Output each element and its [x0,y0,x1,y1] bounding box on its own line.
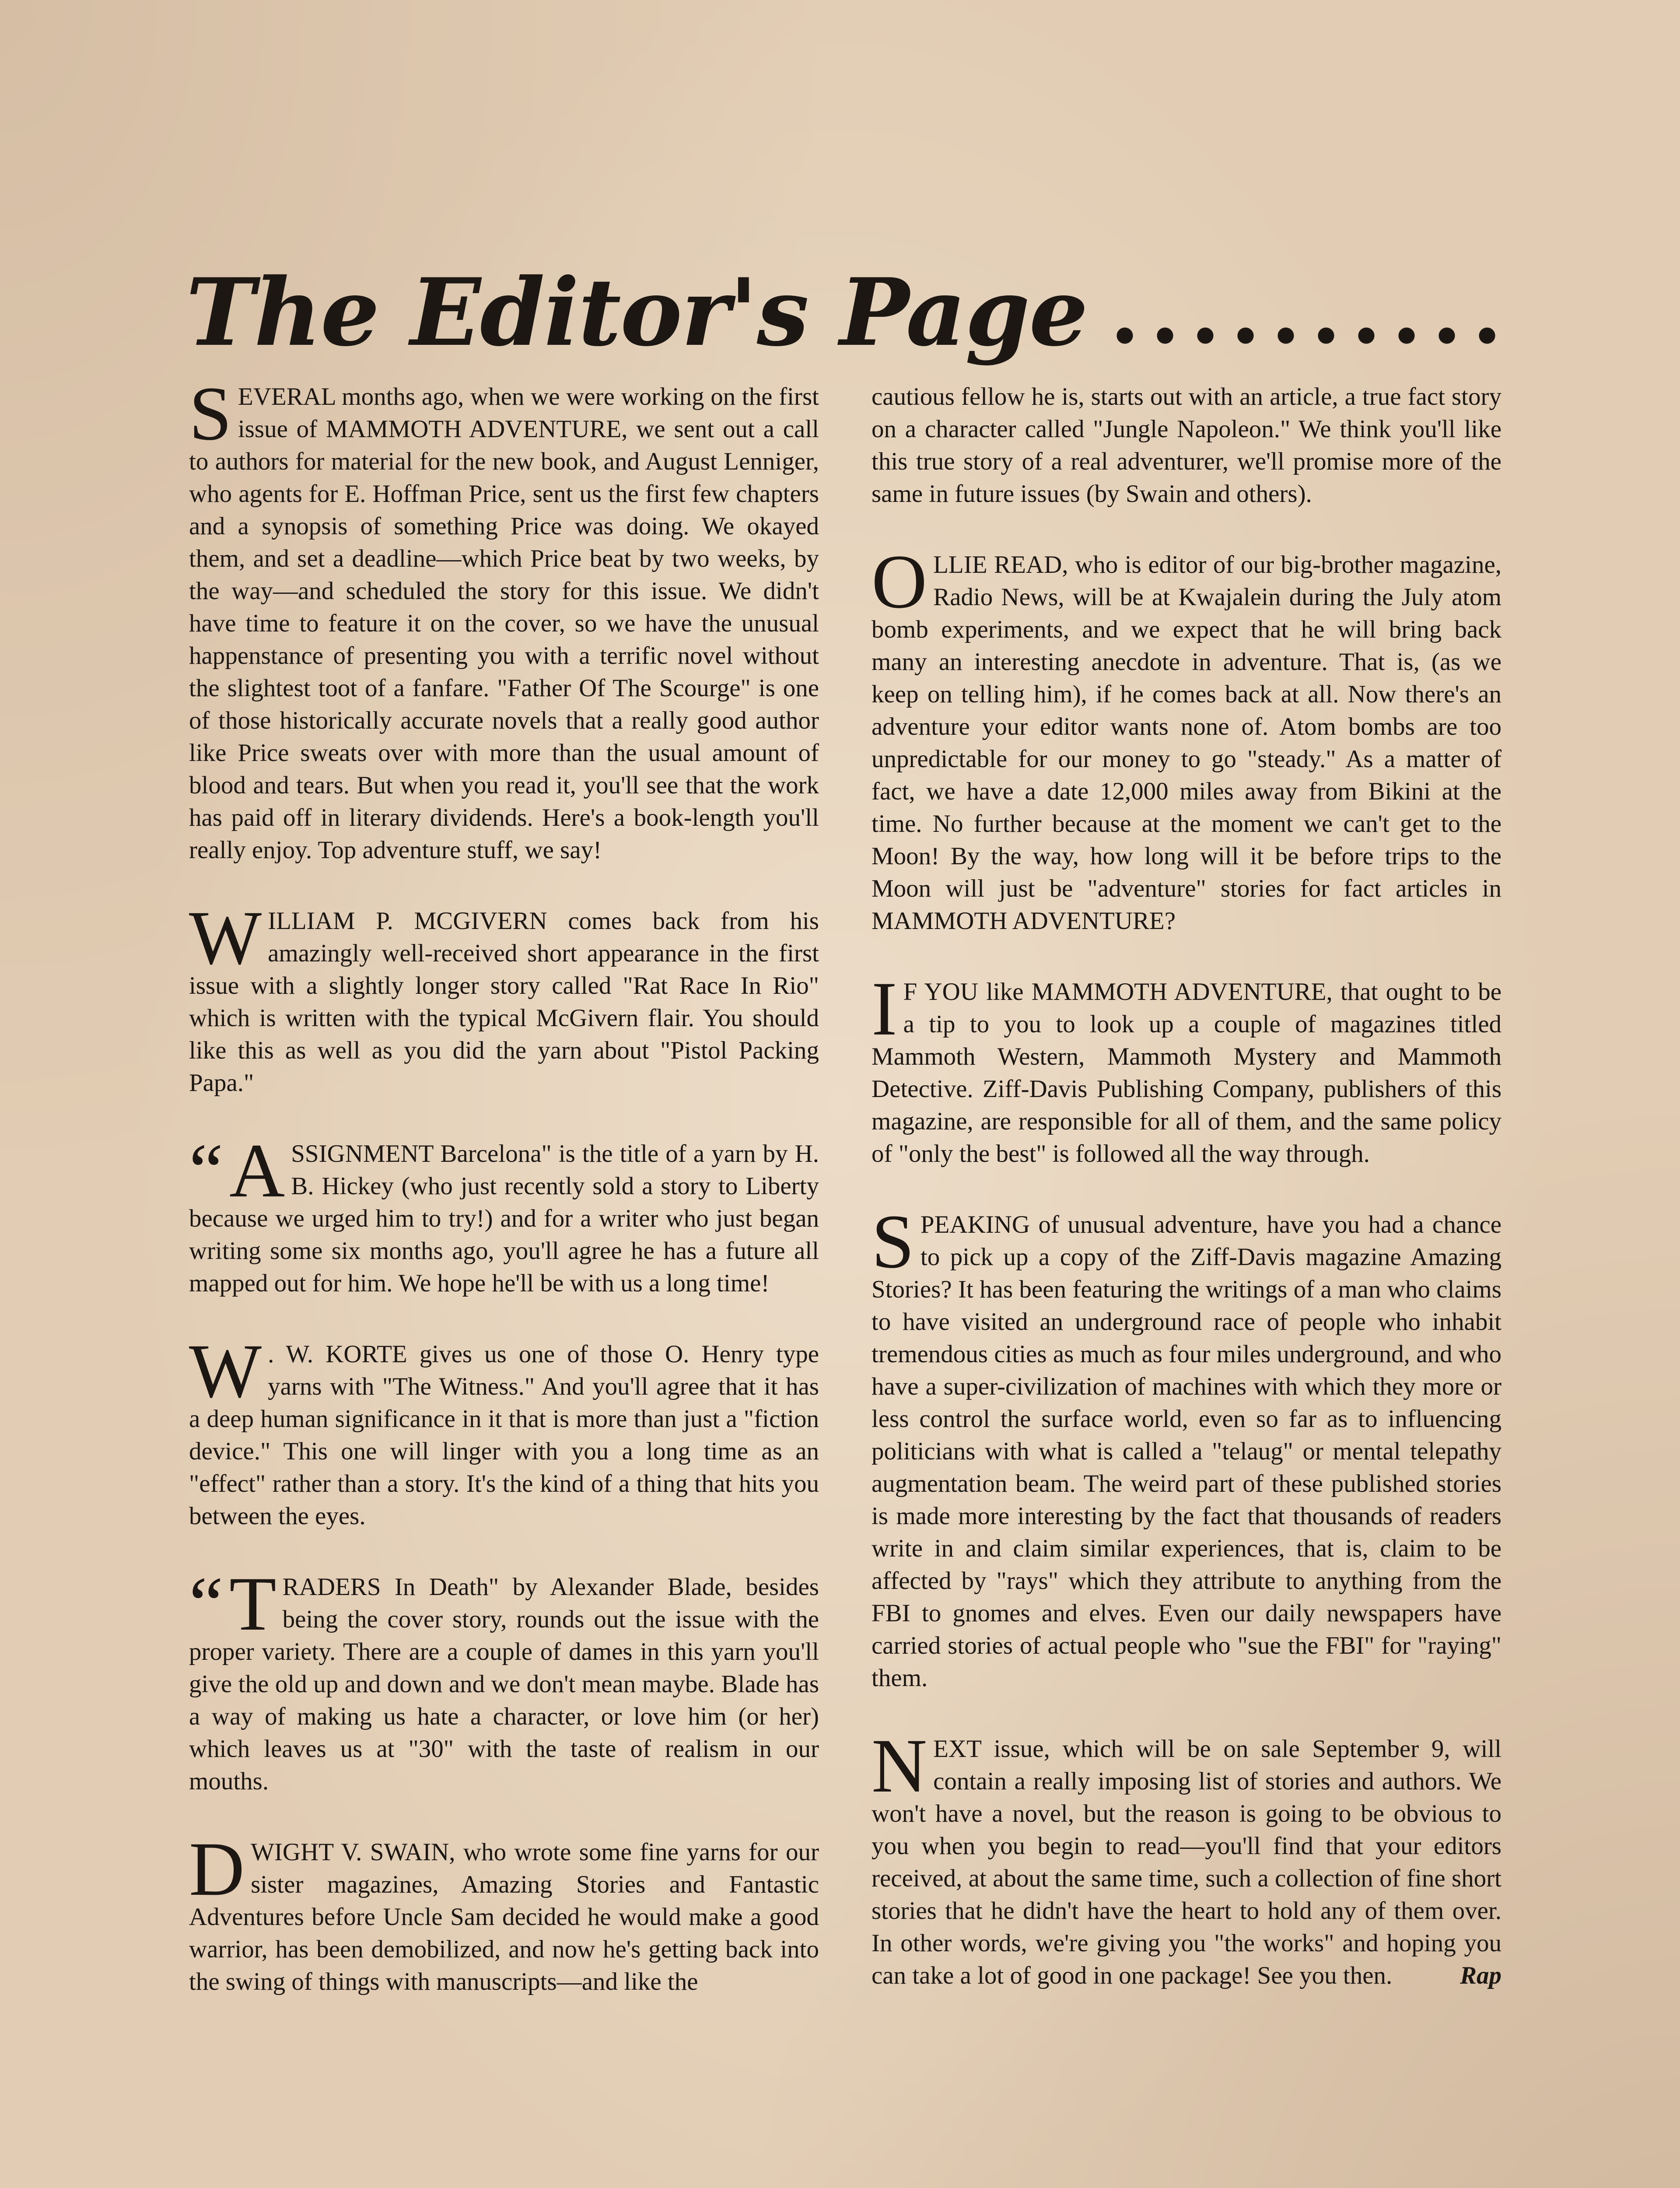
paragraph-price [189,371,819,866]
lead-in: PEAKING [920,1211,1030,1238]
paragraph-swain [189,1827,819,1998]
drop-cap: T [229,1561,276,1647]
paragraph-text: Barcelona" is the title of a yarn by H. B. Hickey (who just recently sold a story to Liberty because we urged him to try!) and for a writer who just began writing some six months ago, you'll agree he has a future all mapped out for him. We hope he'll be with us a long time! [189,1140,819,1297]
drop-cap: D [189,1827,245,1912]
paragraph-text: In Death" by Alexander Blade, besides being the cover story, rounds out the issue with the proper variety. There are a couple of dames in this yarn you'll give the old up and down and we don't mean maybe. Blade has a way of making us hate a character, or love him (or her) which leaves us at "30" with the taste of realism in our mouths. [189,1573,819,1795]
lead-in: LLIE READ [933,551,1062,579]
lead-in: RADERS [282,1573,381,1601]
drop-cap: N [872,1723,928,1809]
paragraph-text: , who wrote some fine yarns for our sister magazines, Amazing Stories and Fantastic Adventures before Uncle Sam decided he would make a good warrior, has been demobilized, and now he's getting back into the swing of things with manuscripts—and like the [189,1838,819,1995]
drop-cap: A [229,1128,285,1213]
paragraph-mcgivern [189,895,819,1099]
lead-in: F YOU [903,978,978,1006]
paragraph-mammoth [872,966,1502,1170]
lead-in: WIGHT V. SWAIN [251,1838,449,1866]
drop-cap: I [872,966,897,1052]
paragraph-hickey [189,1128,819,1300]
lead-in: . W. KORTE [268,1340,407,1368]
paragraph-text: gives us one of those O. Henry type yarns with "The Witness." And you'll agree that it has a deep human significance in it that is more than just a "fiction device." This one will linger with you a long time as an "effect" rather than a story. It's the kind of a thing that hits you between the eyes. [189,1340,819,1530]
paragraph-blade [189,1561,819,1798]
column-right [872,381,1502,2188]
paragraph-korte [189,1329,819,1532]
dot-leader [1105,320,1507,351]
paragraph-text: comes back from his amazingly well-received short appearance in the first issue with a slightly longer story called "Rat Race In Rio" which is written with the typical McGivern flair. You should like this as well as you did the yarn about "Pistol Packing Papa." [189,907,819,1097]
paragraph-text: issue, which will be on sale September 9, will contain a really imposing list of stories and authors. We won't have a novel, but the reason is going to be obvious to you when you begin to read—you'll find that your editors received, at about the same time, such a collection of fine short stories that he didn't have the heart to hold any of them over. In other words, we're giving you "the works" and hoping you can take a lot of good in one package! See you then. [872,1735,1502,1989]
open-quote: “ [189,1561,224,1647]
paragraph-text: like MAMMOTH ADVENTURE, that ought to be a tip to you to look up a couple of magazines titled Mammoth Western, Mammoth Mystery and Mammoth Detective. Ziff-Davis Publishing Company, publishers of this magazine, are responsible for all of them, and the same policy of "only the best" is followed all the way through. [872,978,1502,1168]
title-row [186,228,1507,367]
paragraph-next-issue [872,1723,1502,1992]
lead-in: SSIGNMENT [291,1140,434,1168]
lead-in: EXT [933,1735,981,1763]
paragraph-amazing [872,1199,1502,1694]
lead-in: EVERAL [238,383,336,410]
paragraph-text: months ago, when we were working on the first issue of MAMMOTH ADVENTURE, we sent out a call to authors for material for the new book, and August Lenniger, who agents for E. Hoffman Price, sent us the first few chapters and a synopsis of something Price was doing. We okayed them, and set a deadline—which Price beat by two weeks, by the way—and scheduled the story for this issue. We didn't have time to feature it on the cover, so we have the unusual happenstance of presenting you with a terrific novel without the slightest toot of a fanfare. "Father Of The Scourge" is one of those historically accurate novels that a really good author like Price sweats over with more than the usual amount of blood and tears. But when you read it, you'll see that the work has paid off in literary dividends. Here's a book-length you'll really enjoy. Top adventure stuff, we say! [189,383,819,864]
lead-in: ILLIAM P. MCGIVERN [268,907,547,935]
paragraph-read [872,539,1502,937]
editor-signature: Rap [1460,1962,1502,1989]
drop-cap: O [872,539,928,624]
drop-cap: S [189,371,232,456]
paragraph-swain-continued [872,381,1502,510]
paragraph-text: , who is editor of our big-brother magazine, Radio News, will be at Kwajalein during the July atom bomb experiments, and we expect that he will bring back many an interesting anecdote in adventure. That is, (as we keep on telling him), if he comes back at all. Now there's an adventure your editor wants none of. Atom bombs are too unpredictable for our money to go "steady." As a matter of fact, we have a date 12,000 miles away from Bikini at the time. No further because at the moment we can't get to the Moon! By the way, how long will it be before trips to the Moon will just be "adventure" stories for fact articles in MAMMOTH ADVENTURE? [872,551,1502,935]
article-columns [189,371,1502,2188]
drop-cap: W [189,895,262,981]
drop-cap: W [189,1329,262,1414]
paragraph-text: of unusual adventure, have you had a chance to pick up a copy of the Ziff-Davis magazine Amazing Stories? It has been featuring the writings of a man who claims to have visited an underground race of people who inhabit tremendous cities as much as four miles underground, and who have a super-civilization of machines with which they more or less control the surface world, even so far as to influencing politicians with what is called a "telaug" or mental telepathy augmentation beam. The weird part of these published stories is made more interesting by the fact that thousands of readers write in and claim similar experiences, that is, claim to be affected by "rays" which they attribute to anything from the FBI to gnomes and elves. Even our daily newspapers have carried stories of actual people who "sue the FBI" for "raying" them. [872,1211,1502,1692]
paragraph-text: cautious fellow he is, starts out with an article, a true fact story on a character called "Jungle Napoleon." We think you'll like this true story of a real adventurer, we'll promise more of the same in future issues (by Swain and others). [872,383,1502,508]
open-quote: “ [189,1128,224,1213]
drop-cap: S [872,1199,914,1284]
page-title: The Editor's Page [186,258,1088,367]
column-left [189,371,819,2188]
